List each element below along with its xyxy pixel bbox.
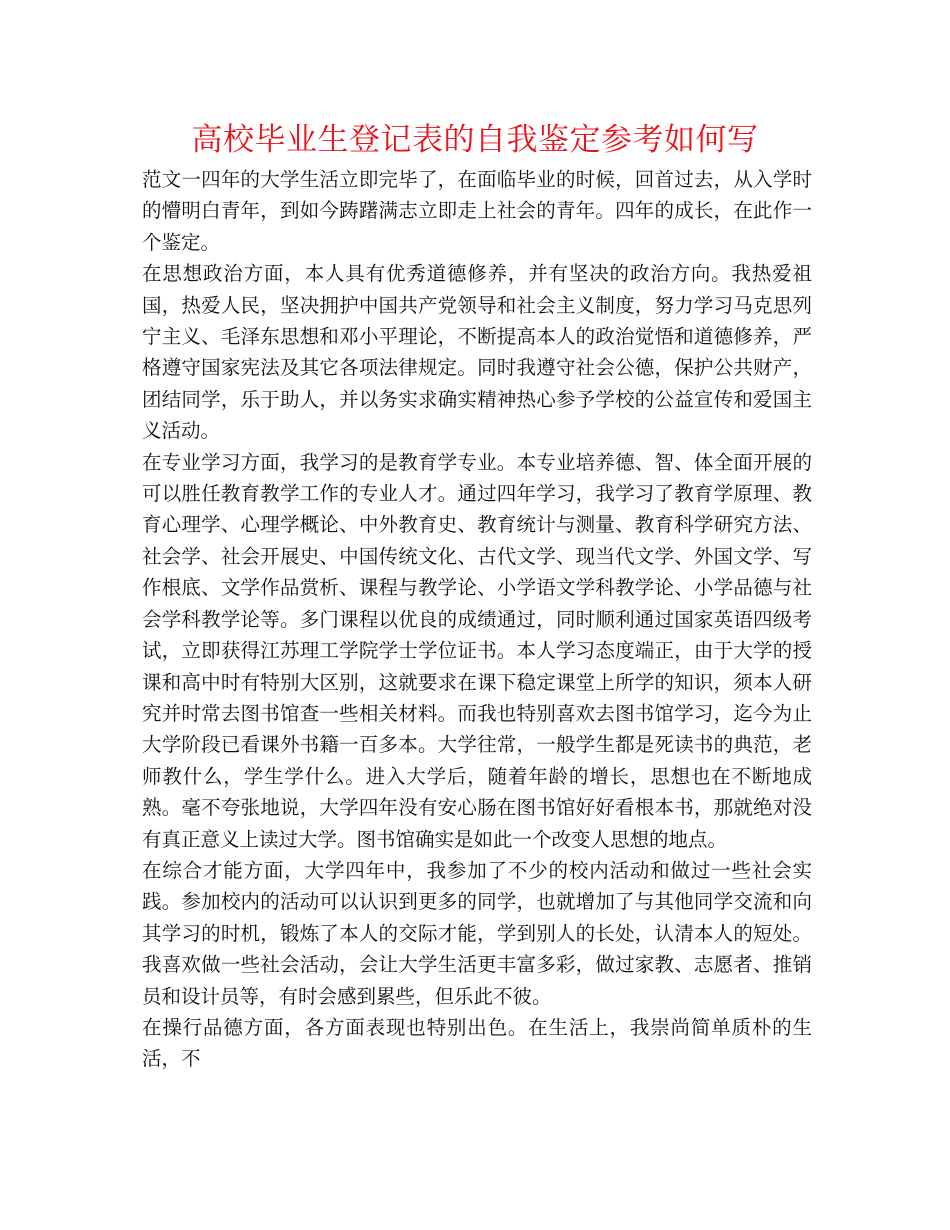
paragraph-conduct: 在操行品德方面，各方面表现也特别出色。在生活上，我崇尚简单质朴的生活，不 [142,1015,812,1071]
paragraph-study: 在专业学习方面，我学习的是教育学专业。本专业培养德、智、体全面开展的可以胜任教育教学工作的专业人才。通过四年学习，我学习了教育学原理、教育心理学、心理学概论、中外教育史、教育统计与测量、教育科学研究方法、社会学、社会开展史、中国传统文化、古代文学、现当代文学、外国文学、写作根底、文学作品赏析、课程与教学论、小学语文学科教学论、小学品德与社会学科教学论等。多门课程以优良的成绩通过，同时顺利通过国家英语四级考试，立即获得江苏理工学院学士学位证书。本人学习态度端正，由于大学的授课和高中时有特别大区别，这就要求在课下稳定课堂上所学的知识，须本人研究并时常去图书馆查一些相关材料。而我也特别喜欢去图书馆学习，迄今为止大学阶段已看课外书籍一百多本。大学往常，一般学生都是死读书的典范，老师教什么，学生学什么。进入大学后，随着年龄的增长，思想也在不断地成熟。毫不夸张地说，大学四年没有安心肠在图书馆好好看根本书，那就绝对没有真正意义上读过大学。图书馆确实是如此一个改变人思想的地点。 [142,450,812,851]
paragraph-intro: 范文一四年的大学生活立即完毕了，在面临毕业的时候，回首过去，从入学时的懵明白青年，到如今踌躇满志立即走上社会的青年。四年的成长，在此作一个鉴定。 [142,168,812,254]
paragraph-political: 在思想政治方面，本人具有优秀道德修养，并有坚决的政治方向。我热爱祖国，热爱人民，坚决拥护中国共产党领导和社会主义制度，努力学习马克思列宁主义、毛泽东思想和邓小平理论，不断提高本人的政治觉悟和道德修养，严格遵守国家宪法及其它各项法律规定。同时我遵守社会公德，保护公共财产，团结同学，乐于助人，并以务实求确实精神热心参予学校的公益宣传和爱国主义活动。 [142,262,812,443]
document-title: 高校毕业生登记表的自我鉴定参考如何写 [191,122,759,158]
paragraph-ability: 在综合才能方面，大学四年中，我参加了不少的校内活动和做过一些社会实践。参加校内的活动可以认识到更多的同学，也就增加了与其他同学交流和向其学习的时机，锻炼了本人的交际才能，学到别人的长处，认清本人的短处。我喜欢做一些社会活动，会让大学生活更丰富多彩，做过家教、志愿者、推销员和设计员等，有时会感到累些，但乐此不彼。 [142,858,812,1008]
document-body [142,164,812,1075]
